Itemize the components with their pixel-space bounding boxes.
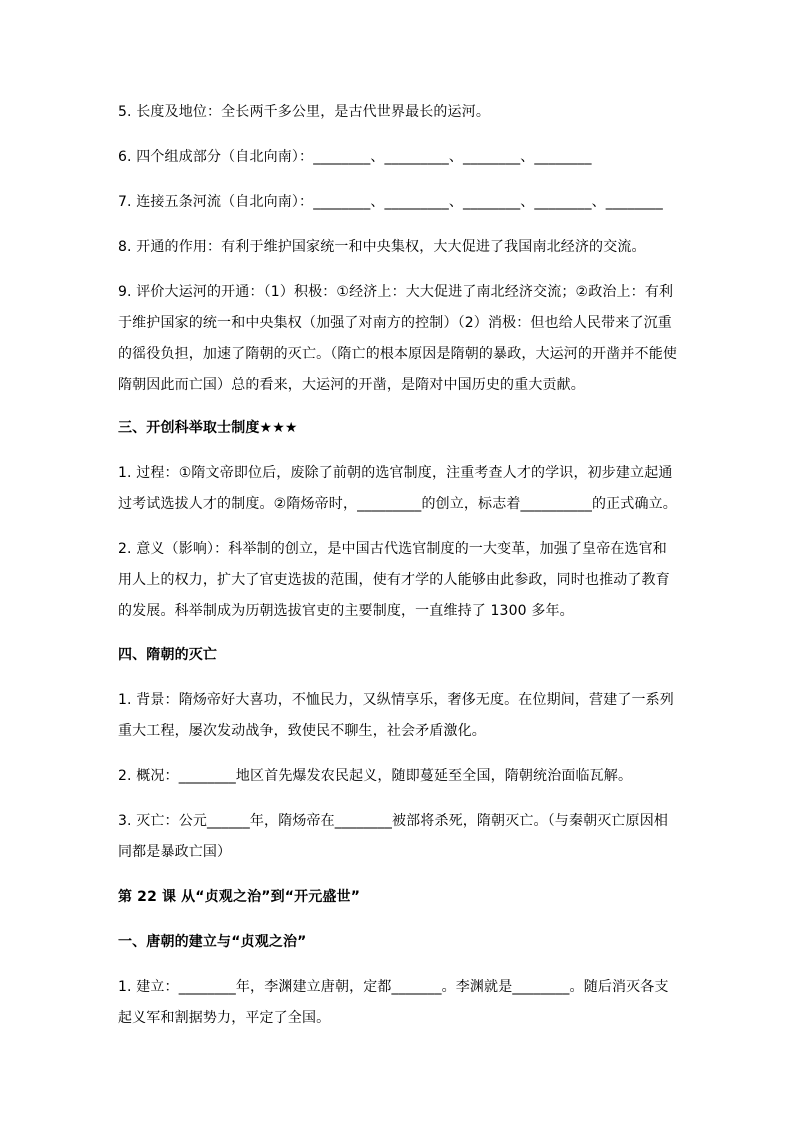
sui-fall-overview: 2. 概况：________地区首先爆发农民起义，随即蔓延至全国，隋朝统治面临瓦解。 xyxy=(118,768,633,784)
section-heading-keju: 三、开创科举取士制度★★★ xyxy=(118,420,298,436)
tang-founding: 1. 建立：________年，李渊建立唐朝，定都_______。李渊就是________。随后消灭各支起义军和割据势力，平定了全国。 xyxy=(118,979,669,1026)
lesson-22-title: 第 22 课 从“贞观之治”到“开元盛世” xyxy=(118,889,361,905)
section-heading-sui-fall: 四、隋朝的灭亡 xyxy=(118,647,218,663)
item-7-five-rivers: 7. 连接五条河流（自北向南）：________、_________、________、________、________ xyxy=(118,194,663,210)
keju-process: 1. 过程：①隋文帝即位后，废除了前朝的选官制度，注重考查人才的学识，初步建立起通过考试选拔人才的制度。②隋炀帝时，_________的创立，标志着__________的正式确立。 xyxy=(118,465,677,512)
sui-fall-background: 1. 背景：隋炀帝好大喜功，不恤民力，又纵情享乐，奢侈无度。在位期间，营建了一系列重大工程，屡次发动战争，致使民不聊生，社会矛盾激化。 xyxy=(118,692,674,739)
item-5-length-status: 5. 长度及地位：全长两千多公里，是古代世界最长的运河。 xyxy=(118,104,491,120)
item-8-function: 8. 开通的作用：有利于维护国家统一和中央集权，大大促进了我国南北经济的交流。 xyxy=(118,239,646,255)
item-6-four-parts: 6. 四个组成部分（自北向南）：________、_________、________、________ xyxy=(118,149,592,165)
item-9-evaluation: 9. 评价大运河的开通：（1）积极：①经济上：大大促进了南北经济交流；②政治上：有利于维护国家的统一和中央集权（加强了对南方的控制）（2）消极：但也给人民带来了沉重的徭役负担，加速了隋朝的灭亡。（隋亡的根本原因是隋朝的暴政，大运河的开凿并不能使隋朝因此而亡国）总的看来，大运河的开凿，是隋对中国历史的重大贡献。 xyxy=(118,284,677,393)
keju-significance: 2. 意义（影响）：科举制的创立，是中国古代选官制度的一大变革，加强了皇帝在选官和用人上的权力，扩大了官吏选拔的范围，使有才学的人能够由此参政，同时也推动了教育的发展。科举制成为历朝选拔官吏的主要制度，一直维持了 1300 多年。 xyxy=(118,541,670,619)
sui-fall-end: 3. 灭亡：公元______年，隋炀帝在________被部将杀死，隋朝灭亡。（与秦朝灭亡原因相同都是暴政亡国） xyxy=(118,813,669,860)
section-heading-tang-founding: 一、唐朝的建立与“贞观之治” xyxy=(118,934,307,950)
